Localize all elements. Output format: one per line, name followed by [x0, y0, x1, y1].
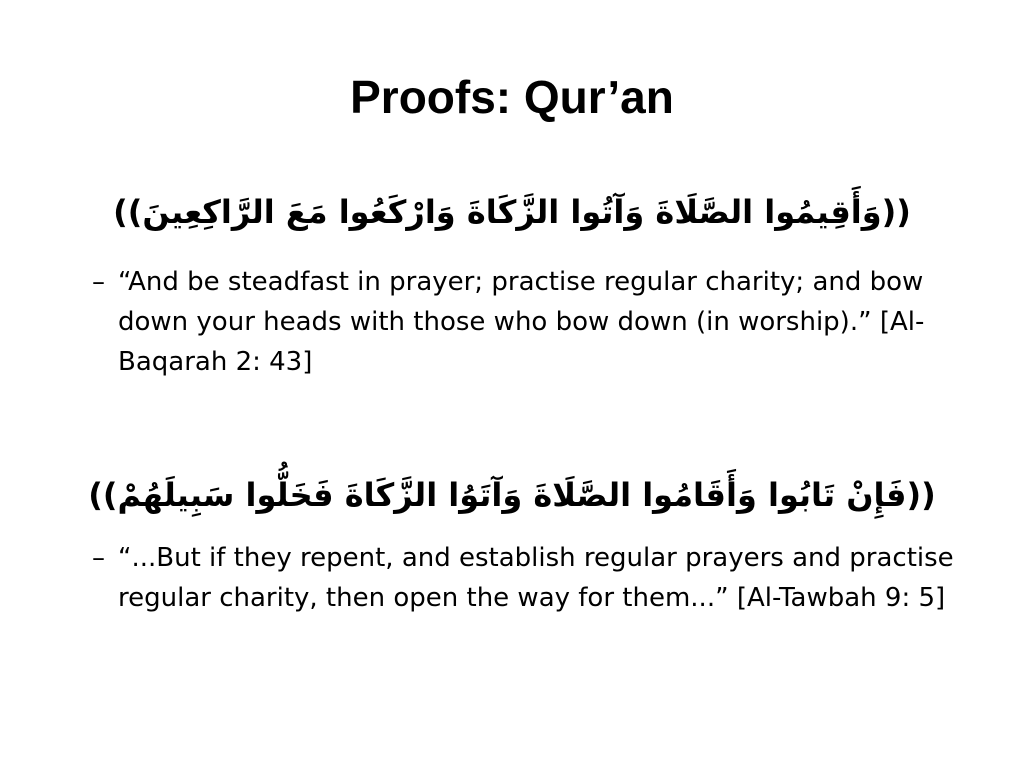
bullet-dash-1: – — [92, 267, 105, 297]
verse-1-open-paren: (( — [113, 193, 143, 231]
translation-2-text: “...But if they repent, and establish regular prayers and practise regular charity, then open the way for them...” [Al-Tawbah 9: 5] — [118, 543, 954, 613]
arabic-verse-1 — [40, 187, 984, 237]
translation-bullet-2 — [92, 538, 972, 618]
translation-bullet-1 — [92, 262, 972, 382]
verse-1-arabic-text: وَأَقِيمُوا الصَّلَاةَ وَآتُوا الزَّكَاةَ وَارْكَعُوا مَعَ الرَّاكِعِينَ — [142, 193, 882, 231]
verse-2-close-paren: )) — [906, 476, 936, 514]
verse-2-open-paren: (( — [88, 476, 118, 514]
slide-title: Proofs: Qur’an — [350, 71, 674, 123]
translation-1-text: “And be steadfast in prayer; practise regular charity; and bow down your heads with those who bow down (in worship).” [Al-Baqarah 2: 43] — [118, 267, 925, 377]
verse-2-arabic-text: فَإِنْ تَابُوا وَأَقَامُوا الصَّلَاةَ وَآتَوُا الزَّكَاةَ فَخَلُّوا سَبِيلَهُمْ — [117, 476, 907, 514]
verse-1-close-paren: )) — [881, 193, 911, 231]
bullet-dash-2: – — [92, 543, 105, 573]
arabic-verse-2 — [40, 470, 984, 520]
